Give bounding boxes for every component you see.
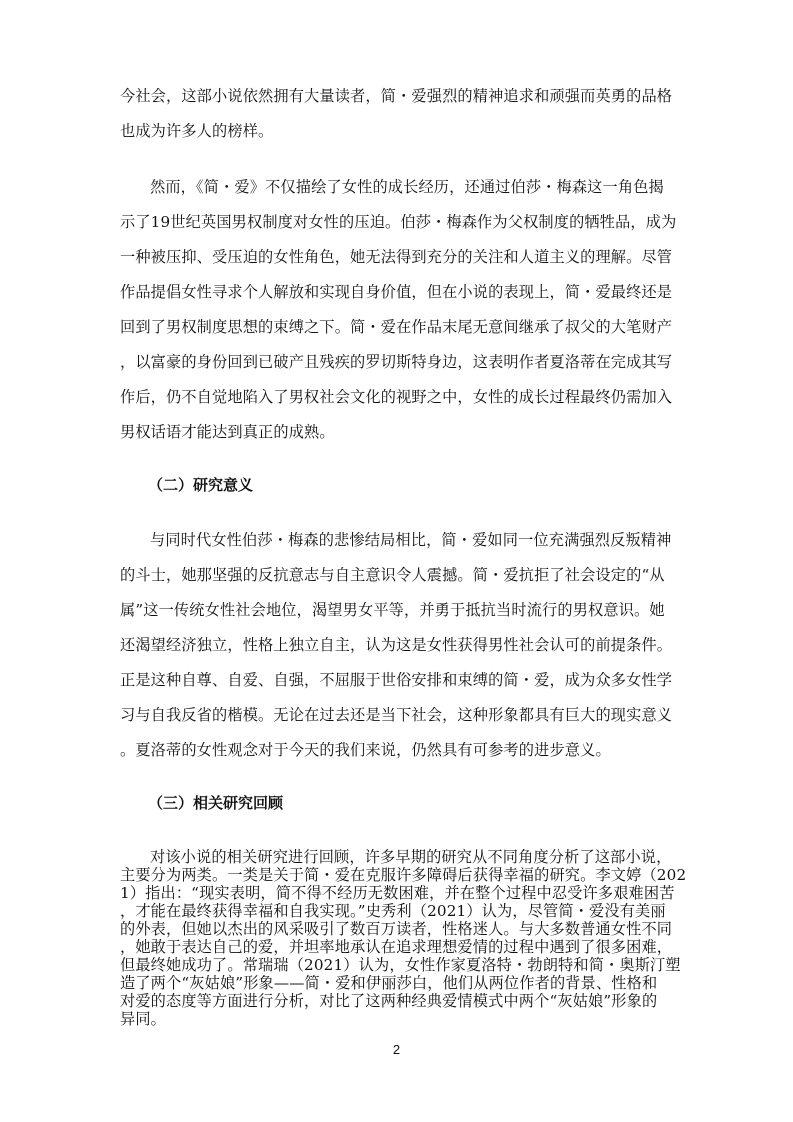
paragraph-3-line: 与同时代女性伯莎・梅森的悲惨结局相比，简・爱如同一位充满强烈反叛精神 xyxy=(150,531,672,549)
paragraph-3-line: 正是这种自尊、自爱、自强，不屈服于世俗安排和束缚的简・爱，成为众多女性学 xyxy=(120,671,673,689)
paragraph-4-line: 对该小说的相关研究进行回顾，许多早期的研究从不同角度分析了这部小说， xyxy=(150,848,672,866)
paragraph-4-line: 对爱的态度等方面进行分析，对比了这两种经典爱情模式中两个“灰姑娘”形象的 xyxy=(120,992,658,1010)
paragraph-2-line: ，以富豪的身份回到已破产且残疾的罗切斯特身边，这表明作者夏洛蒂在完成其写 xyxy=(120,353,673,371)
paragraph-4-line: 异同。 xyxy=(120,1010,167,1028)
paragraph-3-line: 属”这一传统女性社会地位，渴望男女平等，并勇于抵抗当时流行的男权意识。她 xyxy=(120,601,665,619)
paragraph-2-line: 一种被压抑、受压迫的女性角色，她无法得到充分的关注和人道主义的理解。尽管 xyxy=(120,248,673,266)
paragraph-1-line: 今社会，这部小说依然拥有大量读者，简・爱强烈的精神追求和顽强而英勇的品格 xyxy=(120,87,673,105)
paragraph-4-line: ，她敢于表达自己的爱，并坦率地承认在追求理想爱情的过程中遇到了很多困难， xyxy=(120,938,673,956)
paragraph-2-line: 示了19世纪英国男权制度对女性的压迫。伯莎・梅森作为父权制度的牺牲品，成为 xyxy=(120,213,677,231)
section-heading-research-significance: （二）研究意义 xyxy=(148,476,254,494)
paragraph-2-line: 然而，《简・爱》不仅描绘了女性的成长经历，还通过伯莎・梅森这一角色揭 xyxy=(150,178,664,196)
paragraph-3-line: 的斗士，她那坚强的反抗意志与自主意识令人震撼。简・爱抗拒了社会设定的“从 xyxy=(120,566,665,584)
section-heading-literature-review: （三）相关研究回顾 xyxy=(148,794,284,812)
paragraph-2-line: 作后，仍不自觉地陷入了男权社会文化的视野之中，女性的成长过程最终仍需加入 xyxy=(120,388,673,406)
paragraph-3-line: 还渴望经济独立，性格上独立自主，认为这是女性获得男性社会认可的前提条件。 xyxy=(120,636,673,654)
page-number: 2 xyxy=(392,1042,401,1057)
paragraph-2-line: 作品提倡女性寻求个人解放和实现自身价值，但在小说的表现上，简・爱最终还是 xyxy=(120,283,673,301)
paragraph-4-line: 造了两个“灰姑娘”形象——简・爱和伊丽莎白，他们从两位作者的背景、性格和 xyxy=(120,974,658,992)
paragraph-3-line: 习与自我反省的楷模。无论在过去还是当下社会，这种形象都具有巨大的现实意义 xyxy=(120,706,673,724)
paragraph-4-line: 的外表，但她以杰出的风采吸引了数百万读者，性格迷人。与大多数普通女性不同 xyxy=(120,920,673,938)
paragraph-2-line: 回到了男权制度思想的束缚之下。简・爱在作品末尾无意间继承了叔父的大笔财产 xyxy=(120,318,673,336)
paragraph-4-line: 1）指出：“现实表明，简不得不经历无数困难，并在整个过程中忍受许多艰难困苦 xyxy=(120,884,675,902)
paragraph-4-line: 但最终她成功了。常瑞瑞（2021）认为，女性作家夏洛特・勃朗特和简・奥斯汀塑 xyxy=(120,956,681,974)
paragraph-2-line: 男权话语才能达到真正的成熟。 xyxy=(120,423,335,441)
paragraph-1-line: 也成为许多人的榜样。 xyxy=(120,122,274,140)
paragraph-4-line: 主要分为两类。一类是关于简・爱在克服许多障碍后获得幸福的研究。李文婷（202 xyxy=(120,866,687,884)
paragraph-3-line: 。夏洛蒂的女性观念对于今天的我们来说，仍然具有可参考的进步意义。 xyxy=(120,741,611,759)
paragraph-4-line: ，才能在最终获得幸福和自我实现。”史秀利（2021）认为，尽管简・爱没有美丽 xyxy=(120,902,666,920)
